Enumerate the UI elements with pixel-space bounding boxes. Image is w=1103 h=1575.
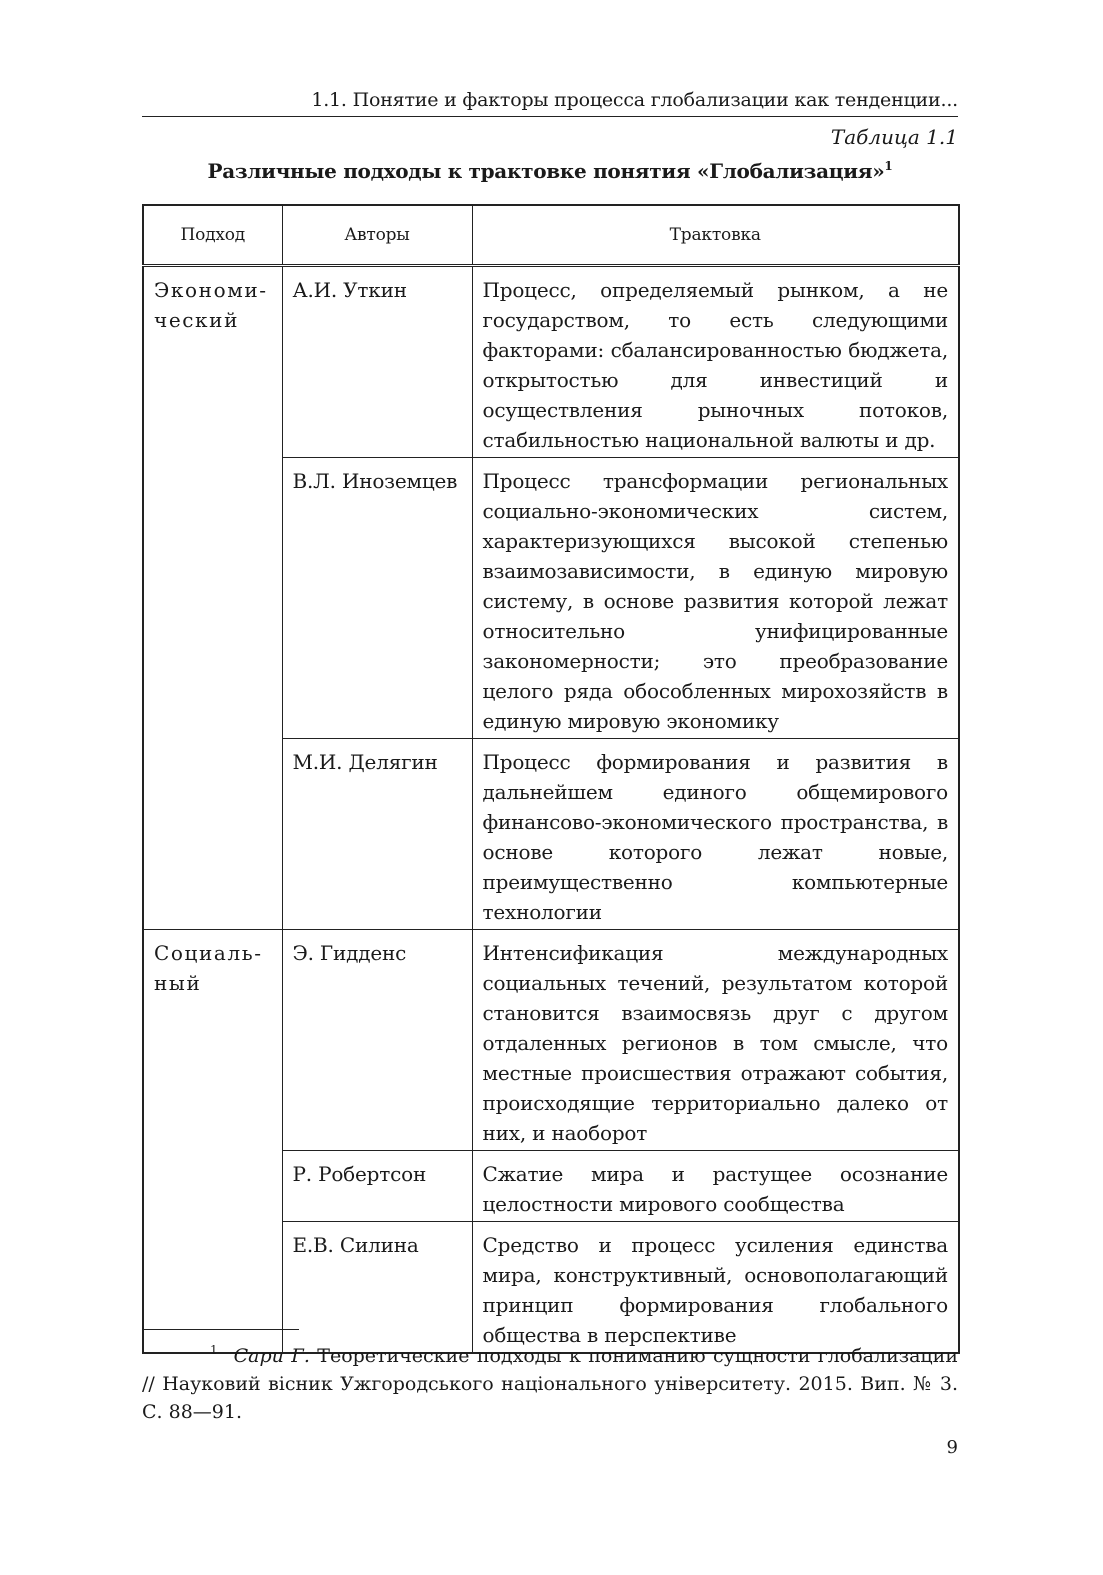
interpretation-cell: Средство и процесс усиления единства мира, конструктивный, основополагающий принцип формирования глобального общества в перспективе [472, 1222, 959, 1354]
interpretation-cell: Процесс формирования и развития в дальнейшем единого общемирового финансово-экономического пространства, в основе которого лежат новые, преимущественно компьютерные технологии [472, 739, 959, 930]
author-cell: М.И. Делягин [282, 739, 472, 930]
author-cell: Р. Робертсон [282, 1151, 472, 1222]
author-cell: Е.В. Силина [282, 1222, 472, 1354]
interpretation-cell: Процесс, определяемый рынком, а не государством, то есть следующими факторами: сбалансированностью бюджета, открытостью для инвестиций и осуществления рыночных потоков, стабильностью национальной валюты и др. [472, 266, 959, 458]
table-title [142, 152, 958, 185]
table-title-footnote-mark: 1 [884, 159, 893, 173]
interpretation-cell: Процесс трансформации региональных социально-экономических систем, характеризующихся высокой степенью взаимозависимости, в единую мировую систему, в основе развития которой лежат относительно унифицированные закономерности; это преобразование целого ряда обособленных мирохозяйств в единую мировую экономику [472, 458, 959, 739]
footnote-text: Теоретические подходы к пониманию сущности глобализации // Науковий вісник Ужгородського національного університету. 2015. Вип. № 3. С. 88—91. [142, 1345, 958, 1423]
footnote [142, 1336, 958, 1426]
table-row [143, 930, 959, 1151]
header-authors: Авторы [282, 205, 472, 266]
table-header-row [143, 205, 959, 266]
table-title-text: Различные подходы к трактовке понятия «Глобализация» [207, 159, 885, 183]
header-interpretation: Трактовка [472, 205, 959, 266]
author-cell: А.И. Уткин [282, 266, 472, 458]
approach-social: Социаль- ный [143, 930, 282, 1354]
approach-economic: Экономи- ческий [143, 266, 282, 930]
header-approach: Подход [143, 205, 282, 266]
footnote-author: Сари Г. [233, 1345, 310, 1367]
approaches-table [142, 204, 960, 1354]
author-cell: В.Л. Иноземцев [282, 458, 472, 739]
page-number: 9 [946, 1437, 958, 1458]
table-row [143, 266, 959, 458]
table-number: Таблица 1.1 [830, 125, 958, 149]
author-cell: Э. Гидденс [282, 930, 472, 1151]
footnote-divider [142, 1329, 299, 1330]
interpretation-cell: Сжатие мира и растущее осознание целостности мирового сообщества [472, 1151, 959, 1222]
footnote-mark: 1 [210, 1343, 218, 1357]
running-head: 1.1. Понятие и факторы процесса глобализации как тенденции... [142, 88, 958, 117]
interpretation-cell: Интенсификация международных социальных течений, результатом которой становится взаимосвязь друг с другом отдаленных регионов в том смысле, что местные происшествия отражают события, происходящие территориально далеко от них, и наоборот [472, 930, 959, 1151]
